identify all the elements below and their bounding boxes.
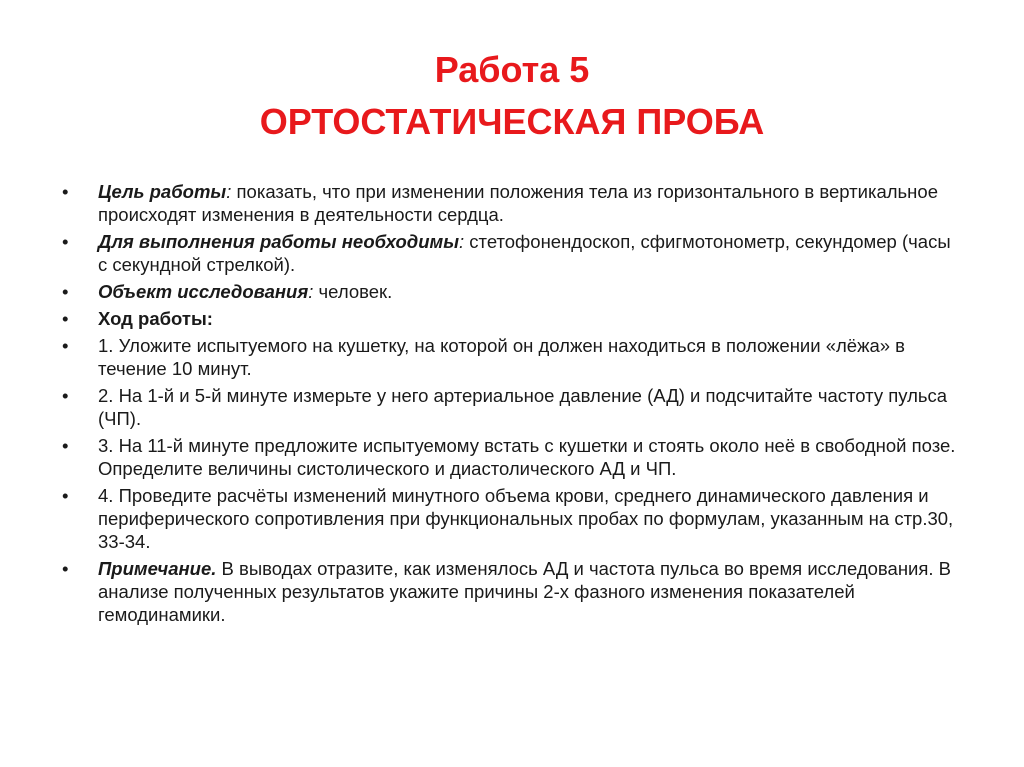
- subject-text: человек.: [313, 281, 393, 302]
- list-item-step-4: [62, 484, 962, 553]
- bullet-list: [62, 180, 962, 630]
- equipment-label-colon: :: [459, 231, 465, 252]
- list-item-equipment: [62, 230, 962, 276]
- bullet-icon: •: [62, 335, 69, 356]
- bullet-icon: •: [62, 485, 69, 506]
- list-item-step-2: [62, 384, 962, 430]
- list-item-step-3: [62, 434, 962, 480]
- list-item-procedure-heading: [62, 307, 962, 330]
- equipment-label: Для выполнения работы необходимы: [98, 231, 460, 252]
- procedure-heading: Ход работы:: [98, 308, 213, 329]
- list-item-note: [62, 557, 962, 626]
- list-item-subject: [62, 280, 962, 303]
- title-line-1: Работа 5: [434, 49, 590, 90]
- step-1-text: 1. Уложите испытуемого на кушетку, на которой он должен находиться в положении «лёжа» в течение 10 минут.: [98, 335, 906, 379]
- bullet-icon: •: [62, 181, 69, 202]
- subject-label-colon: :: [308, 281, 314, 302]
- step-4-text: 4. Проведите расчёты изменений минутного объема крови, среднего динамического давления и периферического сопротивления при функциональных пробах по формулам, указанным на стр.30, 33-34.: [98, 485, 954, 552]
- subject-label: Объект исследования: [98, 281, 309, 302]
- title-line-2: ОРТОСТАТИЧЕСКАЯ ПРОБА: [259, 101, 765, 142]
- note-text: В выводах отразите, как изменялось АД и частота пульса во время исследования. В анализе полученных результатов укажите причины 2-х фазного изменения показателей гемодинамики.: [98, 558, 952, 625]
- list-item-goal: [62, 180, 962, 226]
- step-2-text: 2. На 1-й и 5-й минуте измерьте у него артериальное давление (АД) и подсчитайте частоту пульса (ЧП).: [98, 385, 948, 429]
- bullet-icon: •: [62, 281, 69, 302]
- bullet-icon: •: [62, 231, 69, 252]
- slide-title: [0, 44, 1024, 148]
- bullet-icon: •: [62, 435, 69, 456]
- goal-label: Цель работы: [98, 181, 227, 202]
- bullet-icon: •: [62, 308, 69, 329]
- step-3-text: 3. На 11-й минуте предложите испытуемому встать с кушетки и стоять около неё в свободной позе. Определите величины систолического и диастолического АД и ЧП.: [98, 435, 956, 479]
- goal-text: показать, что при изменении положения тела из горизонтального в вертикальное происходят изменения в деятельности сердца.: [98, 181, 938, 225]
- goal-label-colon: :: [226, 181, 232, 202]
- list-item-step-1: [62, 334, 962, 380]
- bullet-icon: •: [62, 558, 69, 579]
- bullet-icon: •: [62, 385, 69, 406]
- equipment-text: стетофонендоскоп, сфигмотонометр, секундомер (часы с секундной стрелкой).: [98, 231, 951, 275]
- note-label: Примечание.: [98, 558, 217, 579]
